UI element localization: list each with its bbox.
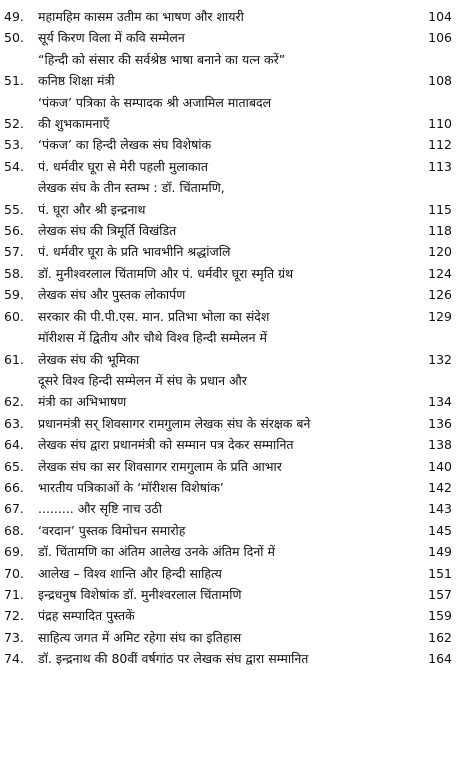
entry-title-line: लेखक संघ की त्रिमूर्ति विखंडित — [38, 223, 177, 239]
entry-page-number: 110 — [428, 116, 452, 132]
entry-title-line: सूर्य किरण विला में कवि सम्मेलन — [38, 30, 185, 46]
entry-title-line: भारतीय पत्रिकाओं के ‘मॉरीशस विशेषांक’ — [38, 479, 224, 495]
entry-title-line: सरकार की पी.पी.एस. मान. प्रतिभा भोला का संदेश — [38, 308, 270, 324]
entry-title — [38, 627, 414, 648]
entry-title-line: मॉरीशस में द्वितीय और चौथे विश्व हिन्दी सम्मेलन में — [38, 330, 267, 346]
entry-title — [38, 434, 414, 455]
entry-page-number: 112 — [428, 137, 452, 153]
toc-entry — [4, 584, 452, 605]
entry-title — [38, 263, 414, 284]
entry-number: 64. — [4, 437, 24, 453]
toc-entry — [4, 541, 452, 562]
entry-number: 52. — [4, 116, 24, 132]
entry-page-number: 134 — [428, 394, 452, 410]
entry-title-line: डॉ. मुनीश्वरलाल चिंतामणि और पं. धर्मवीर घूरा स्मृति ग्रंथ — [38, 265, 294, 281]
entry-number: 74. — [4, 651, 24, 667]
entry-title-line: ......... और सृष्टि नाच उठी — [38, 501, 163, 517]
entry-title-line: डॉ. चिंतामणि का अंतिम आलेख उनके अंतिम दिनों में — [38, 544, 275, 560]
toc-entry — [4, 284, 452, 305]
entry-title-line: प्रधानमंत्री सर् शिवसागर रामगुलाम लेखक संघ के संरक्षक बने — [38, 415, 311, 431]
entry-number: 49. — [4, 9, 24, 24]
entry-number: 73. — [4, 629, 24, 645]
entry-number: 61. — [4, 351, 24, 367]
entry-page-number: 159 — [428, 608, 452, 624]
entry-page-number: 162 — [428, 629, 452, 645]
entry-title-line: लेखक संघ के तीन स्तम्भ : डॉ. चिंतामणि, — [38, 180, 225, 196]
entry-title-line: मंत्री का अभिभाषण — [38, 394, 127, 410]
toc-entry — [4, 263, 452, 284]
entry-title — [38, 220, 414, 241]
entry-title — [38, 498, 414, 519]
entry-number: 66. — [4, 479, 24, 495]
entry-title — [38, 156, 414, 177]
entry-number: 55. — [4, 201, 24, 217]
entry-page-number: 164 — [428, 651, 452, 667]
entry-title-line: की शुभकामनाएँ — [38, 116, 110, 132]
toc-entry — [4, 477, 452, 498]
entry-title — [38, 134, 414, 155]
entry-number: 50. — [4, 30, 24, 46]
entry-title-line: लेखक संघ द्वारा प्रधानमंत्री को सम्मान पत्र देकर सम्मानित — [38, 437, 294, 453]
entry-title-line: दूसरे विश्व हिन्दी सम्मेलन में संघ के प्रधान और — [38, 372, 247, 388]
entry-page-number: 143 — [428, 501, 452, 517]
entry-title — [38, 284, 414, 305]
entry-title-line: कनिष्ठ शिक्षा मंत्री — [38, 73, 115, 89]
entry-number: 68. — [4, 522, 24, 538]
entry-number: 53. — [4, 137, 24, 153]
entry-title — [38, 177, 414, 220]
entry-number: 72. — [4, 608, 24, 624]
entry-number: 60. — [4, 308, 24, 324]
entry-page-number: 157 — [428, 586, 452, 602]
toc-entry — [4, 306, 452, 327]
toc-entry — [4, 520, 452, 541]
entry-title-line: ‘वरदान’ पुस्तक विमोचन समारोह — [38, 522, 186, 538]
entry-number: 54. — [4, 158, 24, 174]
entry-page-number: 145 — [428, 522, 452, 538]
entry-title — [38, 6, 414, 27]
entry-title-line: ‘पंकज’ पत्रिका के सम्पादक श्री अजामिल माताबदल — [38, 94, 272, 110]
entry-title — [38, 648, 414, 669]
entry-title — [38, 456, 414, 477]
entry-page-number: 138 — [428, 437, 452, 453]
table-of-contents — [4, 6, 452, 670]
entry-title-line: ‘पंकज’ का हिन्दी लेखक संघ विशेषांक — [38, 137, 212, 153]
entry-number: 59. — [4, 287, 24, 303]
entry-page-number: 115 — [428, 201, 452, 217]
entry-title — [38, 605, 414, 626]
entry-title-line: “हिन्दी को संसार की सर्वश्रेष्ठ भाषा बनाने का यत्न करें” — [38, 51, 286, 67]
entry-page-number: 104 — [428, 9, 452, 24]
toc-entry — [4, 563, 452, 584]
entry-title-line: पं. घूरा और श्री इन्द्रनाथ — [38, 201, 146, 217]
entry-number: 69. — [4, 544, 24, 560]
entry-page-number: 136 — [428, 415, 452, 431]
entry-number: 63. — [4, 415, 24, 431]
entry-title-line: डॉ. इन्द्रनाथ की 80वीं वर्षगांठ पर लेखक संघ द्वारा सम्मानित — [38, 651, 309, 667]
entry-title-line: लेखक संघ और पुस्तक लोकार्पण — [38, 287, 186, 303]
toc-entry — [4, 220, 452, 241]
entry-page-number: 149 — [428, 544, 452, 560]
entry-title — [38, 541, 414, 562]
entry-title — [38, 327, 414, 370]
toc-entry — [4, 241, 452, 262]
entry-title-line: पंद्रह सम्पादित पुस्तकें — [38, 608, 135, 624]
entry-title — [38, 306, 414, 327]
entry-number: 62. — [4, 394, 24, 410]
entry-page-number: 129 — [428, 308, 452, 324]
entry-title — [38, 413, 414, 434]
entry-number: 57. — [4, 244, 24, 260]
entry-title — [38, 563, 414, 584]
entry-title-line: पं. धर्मवीर घूरा के प्रति भावभीनि श्रद्धांजलि — [38, 244, 231, 260]
toc-entry — [4, 92, 452, 135]
entry-page-number: 140 — [428, 458, 452, 474]
toc-entry — [4, 648, 452, 669]
entry-number: 56. — [4, 223, 24, 239]
toc-entry — [4, 370, 452, 413]
entry-title-line: साहित्य जगत में अमिट रहेगा संघ का इतिहास — [38, 629, 242, 645]
toc-entry — [4, 177, 452, 220]
entry-page-number: 120 — [428, 244, 452, 260]
entry-page-number: 108 — [428, 73, 452, 89]
toc-entry — [4, 413, 452, 434]
entry-title — [38, 584, 414, 605]
entry-number: 65. — [4, 458, 24, 474]
toc-entry — [4, 156, 452, 177]
entry-number: 58. — [4, 265, 24, 281]
entry-title — [38, 27, 414, 48]
toc-entry — [4, 627, 452, 648]
entry-number: 71. — [4, 586, 24, 602]
entry-title-line: लेखक संघ की भूमिका — [38, 351, 140, 367]
toc-entry — [4, 49, 452, 92]
entry-title-line: इन्द्रधनुष विशेषांक डॉ. मुनीश्वरलाल चिंतामणि — [38, 586, 242, 602]
toc-entry — [4, 27, 452, 48]
entry-page-number: 124 — [428, 265, 452, 281]
toc-entry — [4, 134, 452, 155]
entry-page-number: 151 — [428, 565, 452, 581]
entry-title — [38, 477, 414, 498]
entry-title-line: आलेख – विश्व शान्ति और हिन्दी साहित्य — [38, 565, 222, 581]
entry-title — [38, 241, 414, 262]
entry-title-line: महामहिम कासम उतीम का भाषण और शायरी — [38, 9, 244, 24]
entry-title-line: लेखक संघ का सर शिवसागर रामगुलाम के प्रति आभार — [38, 458, 282, 474]
toc-entry — [4, 605, 452, 626]
entry-page-number: 113 — [428, 158, 452, 174]
entry-title — [38, 49, 414, 92]
toc-entry — [4, 327, 452, 370]
entry-number: 51. — [4, 73, 24, 89]
entry-title-line: पं. धर्मवीर घूरा से मेरी पहली मुलाकात — [38, 158, 208, 174]
entry-title — [38, 520, 414, 541]
toc-entry — [4, 456, 452, 477]
entry-page-number: 106 — [428, 30, 452, 46]
toc-entry — [4, 434, 452, 455]
entry-title — [38, 370, 414, 413]
entry-number: 67. — [4, 501, 24, 517]
toc-entry — [4, 6, 452, 27]
entry-page-number: 142 — [428, 479, 452, 495]
entry-title — [38, 92, 414, 135]
entry-number: 70. — [4, 565, 24, 581]
entry-page-number: 132 — [428, 351, 452, 367]
entry-page-number: 126 — [428, 287, 452, 303]
toc-entry — [4, 498, 452, 519]
entry-page-number: 118 — [428, 223, 452, 239]
